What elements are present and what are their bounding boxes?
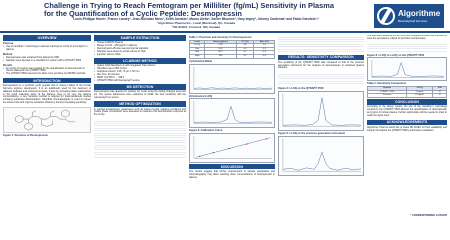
section-heading-conclusion: CONCLUSION [367, 99, 447, 105]
desmopressin-structure-figure [3, 107, 91, 133]
figure-4-caption: Figure 4: LLOQ on the QTRAP® 5500 [278, 87, 324, 91]
figure-5-caption: Figure 5: LLOQ on the previous generation instrument [278, 131, 346, 135]
method-label: Method [3, 53, 13, 56]
sensitivity-table [367, 86, 447, 98]
table-cell: High [190, 54, 205, 58]
table-cell: 8 [433, 94, 447, 98]
results-label: Results [3, 63, 13, 67]
table-cell: Mid [190, 51, 205, 55]
section-heading-ms-detection: MS DETECTION [94, 84, 186, 90]
figure-6-caption: Figure 6: LLOQ vs LLOQ on the QTRAP® 5500 [367, 53, 425, 57]
column-1 [3, 35, 91, 215]
list-item: • Desmopressin was extracted from plasma by SPE [3, 57, 91, 60]
list-item: • Samples were eluted in a final volume of 75μL [94, 51, 186, 54]
column-2 [94, 35, 186, 215]
column-5 [367, 35, 447, 215]
structure-drawing [4, 108, 90, 132]
body-text-block [94, 119, 186, 159]
section-heading-acknowledgements: ACKNOWLEDGEMENTS [367, 120, 447, 126]
list-item: • MRM: m/z 535.5 → 328.3 [94, 77, 186, 80]
table-header: CV (%) [236, 40, 254, 44]
chromatogram-plot [279, 92, 363, 130]
section-heading-sample-extraction: SAMPLE EXTRACTION [94, 35, 186, 41]
table-row [190, 54, 275, 58]
purpose-label: Purpose [3, 42, 14, 46]
table-cell: -2.0 [254, 54, 275, 58]
affiliations [96, 22, 296, 29]
table-row [368, 94, 447, 98]
poster-title [44, 2, 344, 18]
continued-text: The data were acquired at the LLOQ with a signal-to-noise ratio sufficient to meet the acceptance criteria for precision and accuracy. [367, 35, 447, 40]
list-item: • Run time: 20 minutes [94, 74, 186, 77]
table-cell: 196 [205, 54, 236, 58]
method-list [3, 57, 91, 63]
chromatogram-blank [189, 64, 275, 94]
section-heading-discussion: DISCUSSION [189, 164, 275, 170]
list-item: • QTRAP® 5500 with Nanospray® source [94, 80, 186, 83]
table-header: Bias (%) [254, 40, 275, 44]
table-header: System [368, 87, 407, 91]
list-item: • Desmopressin-d5 was used as internal standard [94, 48, 186, 51]
table-cell: 4.1 [236, 51, 254, 55]
chromatogram-previous-generation [278, 136, 364, 176]
chromatogram-comparison [367, 57, 447, 81]
structure-caption: Figure 1: Structure of Desmopressin [3, 134, 48, 138]
table-cell: 9.8 [236, 44, 254, 48]
table-cell: 2 pg/mL [407, 90, 433, 94]
table-cell: 10 pg/mL [407, 94, 433, 98]
ms-detection-text: Desmopressin was detected in positive ion mode using the doubly charged precursor ion. The source parameters were optimized to obtain the best sensitivity with the nanospray® ion source. [94, 90, 186, 100]
chromatogram-plot [368, 58, 446, 80]
header-divider [0, 31, 450, 33]
table-header: Mean (pg/mL) [205, 40, 236, 44]
table-cell: 5.92 [205, 47, 236, 51]
table-cell: 98.1 [205, 51, 236, 55]
table-cell: -1.9 [254, 51, 275, 55]
lcms-list [94, 65, 186, 82]
table-cell: 3.7 [236, 54, 254, 58]
table-cell: QTRAP® 5500 [368, 90, 407, 94]
conclusion-text: According to the above results, the use of the nanoflow™ technology coupled to the QTRAP® 5500 allowed the quantification of desmopressin at 2 pg/mL in human plasma. Further optimization will be needed in order to reach the fg/mL level. [367, 105, 447, 118]
figure-b-caption: B) Extracted LLOQ [189, 94, 213, 98]
body-text-block [278, 72, 364, 86]
list-item: • Injection volume: 50μL [94, 54, 186, 57]
chromatogram-lloq [189, 98, 275, 128]
list-item: • Range of 2.00 – 250 pg/mL in plasma [94, 45, 186, 48]
sensitivity-text: The sensitivity of the QTRAP® 5500 was compared to that of the previous generation instrument for the analysis of desmopressin in extracted plasma samples. [278, 60, 364, 70]
sample-list [94, 42, 186, 57]
logo-name: Algorithme [398, 9, 441, 18]
corresponding-author-note: * CORRESPONDING AUTHOR [410, 214, 447, 217]
section-heading-sensitivity: RESULTS: SENSITIVITY COMPARISON [278, 55, 364, 61]
table-header: S/N [433, 87, 447, 91]
section-heading-introduction: INTRODUCTION [3, 78, 91, 84]
title-line-1: Challenge in Trying to Reach Femtogram per Milliliter (fg/mL) Sensitivity in Plasma [44, 1, 334, 10]
results-list [3, 68, 91, 77]
introduction-text: Desmopressin is a synthetic cyclic peptide that is closely related to the human hormone arginine vasopressin. It is an antidiuretic used for the treatment of diabetes insipidus and nocturnal enuresis. It acts by increasing water reabsorption in the renal collecting ducts of the kidneys. Due to its very low plasma concentrations, a very sensitive method is required for pharmacokinetic studies involving subclinical administration. Nanoflow chromatography is used to reduce the solvent flow and improve ionization efficiency, thereby increasing sensitivity. [3, 83, 91, 105]
poster-header [0, 0, 450, 31]
body-text-block [367, 42, 447, 52]
table-cell: Low [190, 47, 205, 51]
logo-mark-icon [377, 7, 395, 25]
calibration-caption: Figure 3: Calibration Curve [189, 129, 223, 133]
figure-a-caption: A) Extracted Blank [189, 60, 213, 64]
table-cell: -1.3 [254, 47, 275, 51]
section-heading-overview: OVERVIEW [3, 35, 91, 41]
table-header: Level [190, 40, 205, 44]
chromatogram-qtrap5500 [278, 91, 364, 131]
table-header: LLOQ [407, 87, 433, 91]
list-item: • Nanoflow rate of 300 nL/min [94, 68, 186, 71]
chromatogram-plot [190, 65, 274, 93]
column-3 [189, 35, 275, 215]
table-1-caption: Table 1: Precision and Accuracy for Desmopressin [189, 36, 252, 39]
chromatogram-plot [279, 137, 363, 175]
list-item: • Analytical column: C18, 75 μm × 50 mm [94, 71, 186, 74]
calibration-curve [189, 133, 275, 163]
affiliation-2: ²AB SCIEX, Concord, ON, Canada [172, 24, 220, 29]
table-cell: LLOQ [190, 44, 205, 48]
table-cell: 2.5 [254, 44, 275, 48]
calibration-plot [190, 134, 274, 162]
column-4 [278, 35, 364, 215]
list-item: • Human K2EDTA Plasma [94, 42, 186, 45]
section-heading-lcms-method: LC-MS/MS METHOD [94, 58, 186, 64]
algorithme-logo [374, 4, 444, 28]
discussion-text: The results suggest that further improvement in sample preparation and chromatography may allow reaching lower concentrations of desmopressin in plasma. [189, 169, 275, 179]
author-list: Louis-Philippe Morin¹, France Landry¹, Jean-Nicholas Mess¹, Keith Jonakin², Mauro Aiello², Xavier Misonne³, Gary Impey³, Johnny Cardenas³ and Fabio Garofolo¹,* [73, 17, 319, 21]
purpose-list [3, 46, 91, 52]
precision-accuracy-table [189, 40, 275, 59]
chromatogram-plot [190, 99, 274, 127]
table-2-caption: Table 2: Sensitivity Comparison [367, 82, 407, 86]
list-item: • Use of nanoflow™ technology to attempt reaching an LLOQ of a few fg/mL in plasma [3, 46, 91, 52]
list-item: • The QTRAP® 5500 was found to allow more sensitive LC-MS/MS methods [3, 73, 91, 76]
body-text-block [278, 35, 364, 53]
method-optimization-text: In method development, parameters such as column length, trapping conditions and mobile phase composition were assessed to maximize the desmopressin response at the LLOQ. [94, 107, 186, 117]
list-item: • Samples were injected on a nanoflow LC system with a QTRAP® 5500 [3, 60, 91, 63]
table-cell: 6.4 [236, 47, 254, 51]
table-cell: 2.05 [205, 44, 236, 48]
list-item: • Agilent 1200 Nanoflow LC with Integrated Trap Column [94, 65, 186, 68]
title-line-2: for the Quantification of a Cyclic Peptide: Desmopressin [44, 9, 242, 19]
logo-tagline: Bioanalytical Services [398, 19, 428, 23]
list-item: • An LLOQ of 2 pg/mL was reached for the quantification of desmopressin in human plasma on the QTRAP® 5500 [3, 68, 91, 74]
table-cell: Previous [368, 94, 407, 98]
affiliation-1: ¹Algorithme Pharma Inc., Laval (Montreal), QC, Canada [156, 21, 235, 25]
section-heading-method-optimization: METHOD OPTIMIZATION [94, 101, 186, 107]
table-cell: 12 [433, 90, 447, 94]
acknowledgements-text: Algorithme Pharma would like to thank AB SCIEX for their availability and support throughout the QTRAP® 5500 performance evaluation. [367, 125, 447, 132]
